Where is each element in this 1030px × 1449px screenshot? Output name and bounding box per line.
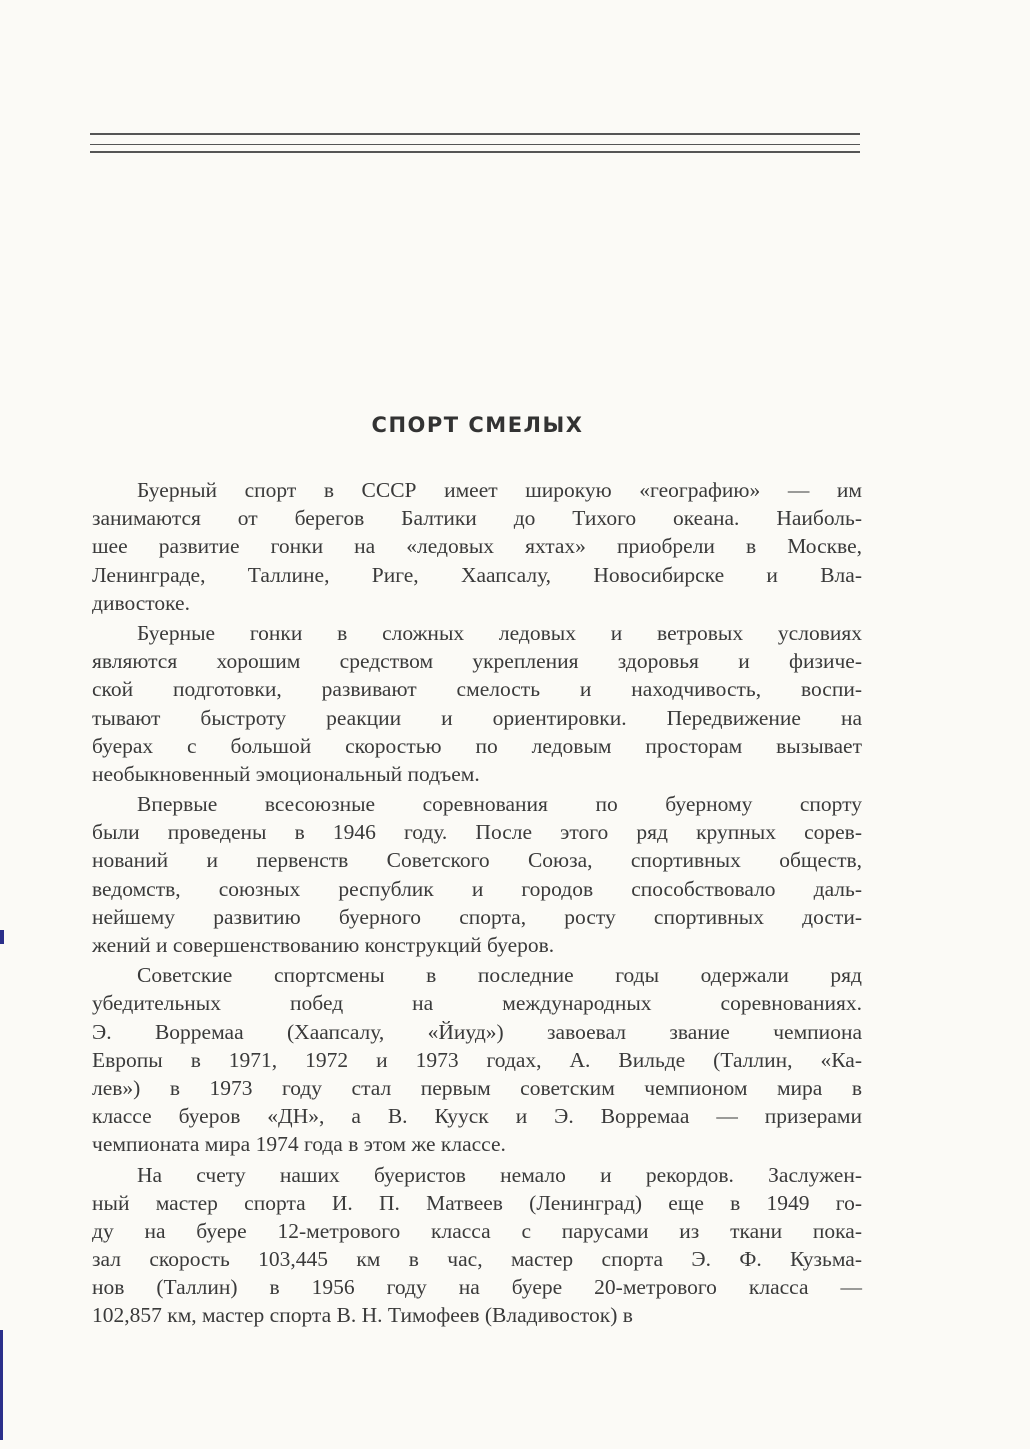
paragraph	[92, 476, 862, 617]
text-line: ду на буере 12-метрового класса с парусами из ткани пока-	[92, 1218, 862, 1243]
edge-mark	[0, 930, 4, 944]
text-line: Европы в 1971, 1972 и 1973 годах, А. Вильде (Таллин, «Ка-	[92, 1047, 862, 1072]
text-line: необыкновенный эмоциональный подъем.	[92, 761, 480, 786]
text-line: ный мастер спорта И. П. Матвеев (Ленинград) еще в 1949 го-	[92, 1190, 862, 1215]
text-line: Впервые всесоюзные соревнования по буерному спорту	[137, 792, 862, 817]
text-line: Буерный спорт в СССР имеет широкую «географию» — им	[137, 478, 862, 502]
header-rule	[90, 133, 860, 135]
paragraph	[92, 1161, 862, 1330]
text-line: 102,857 км, мастер спорта В. Н. Тимофеев (Владивосток) в	[92, 1303, 633, 1328]
text-line: ской подготовки, развивают смелость и находчивость, воспи-	[92, 677, 862, 702]
text-line: Буерные гонки в сложных ледовых и ветровых условиях	[137, 620, 862, 645]
text-line: были проведены в 1946 году. После этого ряд крупных сорев-	[92, 820, 862, 845]
text-line: нейшему развитию буерного спорта, росту спортивных дости-	[92, 904, 862, 929]
paragraph	[92, 961, 862, 1158]
text-line: шее развитие гонки на «ледовых яхтах» приобрели в Москве,	[92, 534, 862, 559]
text-line: жений и совершенствованию конструкций буеров.	[92, 933, 555, 957]
page-title: СПОРТ СМЕЛЫХ	[371, 413, 584, 437]
text-line: нований и первенств Советского Союза, спортивных обществ,	[92, 848, 862, 873]
header-rule	[90, 151, 860, 153]
text-line: Ленинграде, Таллине, Риге, Хаапсалу, Новосибирске и Вла-	[92, 562, 862, 587]
text-line: нов (Таллин) в 1956 году на буере 20-метрового класса —	[92, 1275, 862, 1300]
text-line: классе буеров «ДН», а В. Кууск и Э. Ворремаа — призерами	[92, 1104, 862, 1129]
text-line: убедительных побед на международных соревнованиях.	[92, 991, 862, 1016]
text-line: являются хорошим средством укрепления здоровья и физиче-	[92, 649, 862, 674]
text-line: тывают быстроту реакции и ориентировки. Передвижение на	[92, 705, 862, 730]
edge-mark	[0, 1330, 3, 1440]
text-line: дивостоке.	[92, 590, 190, 615]
text-line: буерах с большой скоростью по ледовым просторам вызывает	[92, 733, 862, 758]
header-rule	[90, 144, 860, 145]
text-line: занимаются от берегов Балтики до Тихого океана. Наиболь-	[92, 506, 862, 531]
text-line: ведомств, союзных республик и городов способствовало даль-	[92, 876, 862, 901]
text-line: Э. Ворремаа (Хаапсалу, «Йиуд») завоевал звание чемпиона	[92, 1019, 862, 1044]
text-line: зал скорость 103,445 км в час, мастер спорта Э. Ф. Кузьма-	[92, 1247, 862, 1272]
paragraph	[92, 619, 862, 788]
text-line: чемпионата мира 1974 года в этом же классе.	[92, 1132, 506, 1157]
paragraph	[92, 790, 862, 959]
text-line: лев») в 1973 году стал первым советским чемпионом мира в	[92, 1075, 862, 1100]
article-body	[92, 476, 862, 1332]
text-line: Советские спортсмены в последние годы одержали ряд	[137, 963, 862, 988]
text-line: На счету наших буеристов немало и рекордов. Заслужен-	[137, 1162, 862, 1187]
